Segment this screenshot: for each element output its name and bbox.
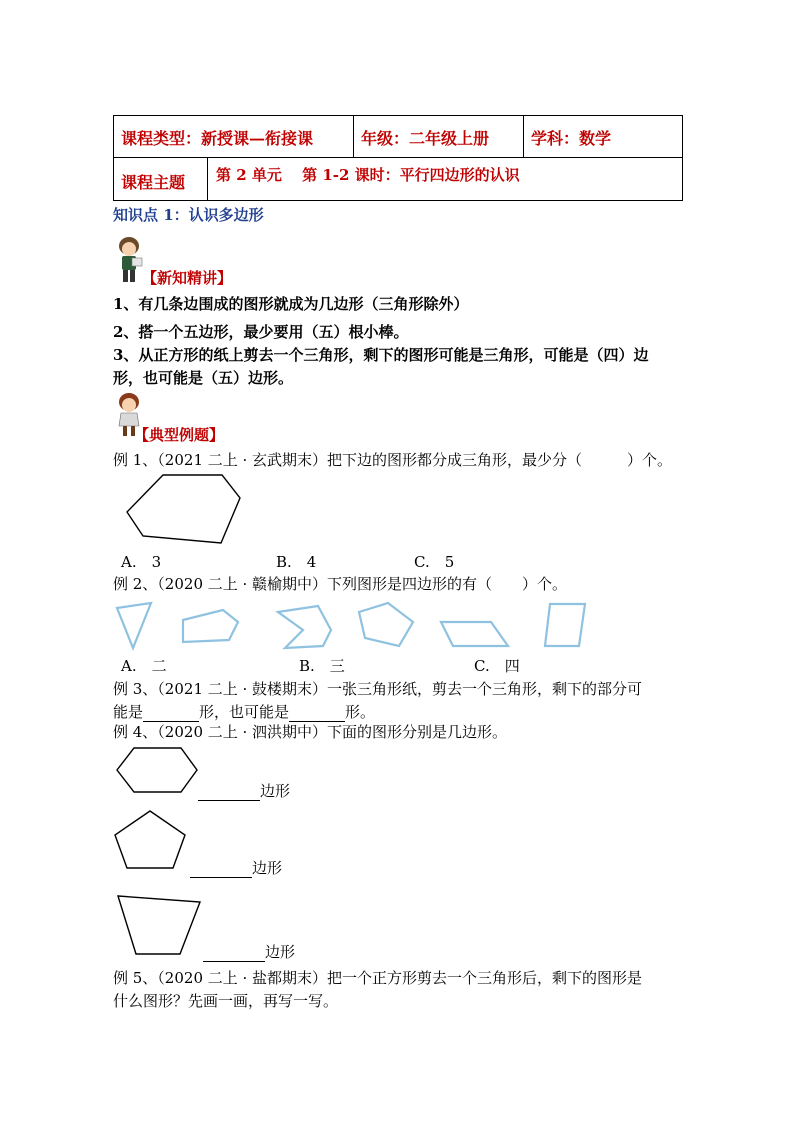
topic-value-text: 第 2 单元 第 1-2 课时：平行四边形的认识 <box>216 166 520 184</box>
shape-arrow-hexagon <box>278 606 331 648</box>
knowledge-item-2: 2、搭一个五边形，最少要用（五）根小棒。 <box>113 323 409 341</box>
example-1-question: 例 1、（2021 二上 · 玄武期末）把下边的图形都分成三角形，最少分（ ）个。 <box>113 451 673 469</box>
example-2-question: 例 2、（2020 二上 · 赣榆期中）下列图形是四边形的有（ ）个。 <box>113 575 568 593</box>
example-4-suffix-3: 边形 <box>265 943 296 961</box>
example-2-option-c[interactable]: C. 四 <box>474 657 520 675</box>
knowledge-item-1: 1、有几条边围成的图形就成为几边形（三角形除外） <box>113 295 469 313</box>
trapezoid-figure <box>116 894 202 956</box>
subject-text: 学科：数学 <box>531 129 612 148</box>
example-2-option-b[interactable]: B. 三 <box>299 657 345 675</box>
example-2-shapes <box>113 600 593 652</box>
example-4-blank-2[interactable] <box>190 861 252 878</box>
example-1-option-c[interactable]: C. 5 <box>414 553 455 571</box>
shape-triangle <box>117 603 151 648</box>
shape-pentagon-a <box>183 610 238 642</box>
topic-label-cell <box>114 158 208 200</box>
example-2-option-a[interactable]: A. 二 <box>121 657 167 675</box>
example-1-option-b[interactable]: B. 4 <box>276 553 317 571</box>
shape-pentagon-b <box>359 603 413 646</box>
mascot-boy-illustration <box>114 236 144 284</box>
example-4-suffix-1: 边形 <box>260 782 291 800</box>
example-3-text-b: 形，也可能是 <box>199 703 290 721</box>
example-3-line-1: 例 3、（2021 二上 · 鼓楼期末）一张三角形纸，剪去一个三角形，剩下的部分可 <box>113 680 643 698</box>
example-4-blank-3[interactable] <box>203 945 265 962</box>
knowledge-point-title: 知识点 1：认识多边形 <box>113 206 264 224</box>
example-3-blank-2[interactable] <box>289 705 345 722</box>
example-3-line-2 <box>113 702 375 722</box>
topic-label-text: 课程主题 <box>121 173 186 192</box>
shape-trapezoid <box>545 604 585 646</box>
example-4-question: 例 4、（2020 二上 · 泗洪期中）下面的图形分别是几边形。 <box>113 723 508 741</box>
example-5-line-1: 例 5、（2020 二上 · 盐都期末）把一个正方形剪去一个三角形后，剩下的图形是 <box>113 969 643 987</box>
example-5-line-2: 什么图形？先画一画，再写一写。 <box>113 992 339 1010</box>
subject-cell <box>524 116 682 158</box>
topic-value-cell <box>208 158 682 200</box>
example-3-text-c: 形。 <box>345 703 376 721</box>
course-header-table <box>113 115 683 201</box>
example-3-text-a: 能是 <box>113 703 144 721</box>
example-3-blank-1[interactable] <box>143 705 199 722</box>
grade-text: 年级：二年级上册 <box>361 129 490 148</box>
grade-cell <box>354 116 524 158</box>
example-4-blank-1[interactable] <box>198 784 260 801</box>
pentagon-figure <box>113 809 187 871</box>
hexagon-figure <box>126 474 246 546</box>
hexagon-figure-2 <box>115 747 199 795</box>
example-4-answer-1 <box>198 781 290 801</box>
knowledge-item-3: 3、从正方形的纸上剪去一个三角形，剩下的图形可能是三角形，可能是（四）边 <box>113 346 649 364</box>
example-1-option-a[interactable]: A. 3 <box>121 553 162 571</box>
course-type-cell <box>114 116 354 158</box>
example-4-answer-2 <box>190 858 282 878</box>
example-4-answer-3 <box>203 942 295 962</box>
new-knowledge-title: 【新知精讲】 <box>142 269 233 287</box>
example-4-suffix-2: 边形 <box>252 859 283 877</box>
shape-parallelogram <box>441 622 508 646</box>
examples-title: 【典型例题】 <box>134 426 225 444</box>
course-type-text: 课程类型：新授课—衔接课 <box>121 129 314 148</box>
knowledge-item-3-cont: 形，也可能是（五）边形。 <box>113 369 294 387</box>
